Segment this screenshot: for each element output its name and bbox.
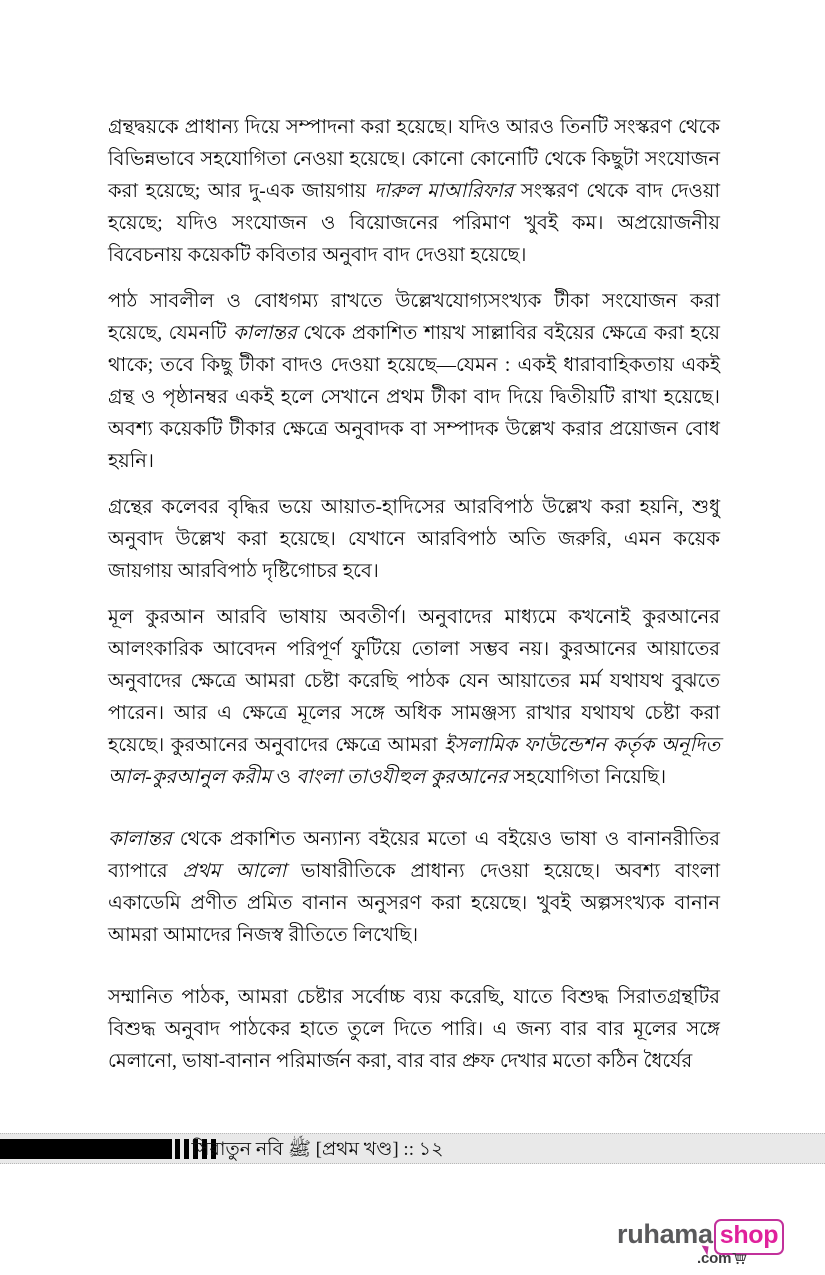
ruhamashop-logo: [617, 1219, 777, 1271]
logo-com-text: .com: [697, 1250, 732, 1267]
paragraph-6: সম্মানিত পাঠক, আমরা চেষ্টার সর্বোচ্চ ব্যয় করেছি, যাতে বিশুদ্ধ সিরাতগ্রন্থটির বিশুদ্ধ অনুবাদ পাঠকের হাতে তুলে দিতে পারি। এ জন্য বার বার মূলের সঙ্গে মেলানো, ভাষা-বানান পরিমার্জন করা, বার বার প্রুফ দেখার মতো কঠিন ধৈর্যের: [108, 987, 720, 1072]
logo-shop-text: shop: [719, 1221, 779, 1249]
page-footer-bar: [0, 1133, 825, 1164]
paragraph-4: মূল কুরআন আরবি ভাষায় অবতীর্ণ। অনুবাদের মাধ্যমে কখনোই কুরআনের আলংকারিক আবেদন পরিপূর্ণ ফুটিয়ে তোলা সম্ভব নয়। কুরআনের আয়াতের অনুবাদের ক্ষেত্রে আমরা চেষ্টা করেছি পাঠক যেন আয়াতের মর্ম যথাযথ বুঝতে পারেন। আর এ ক্ষেত্রে মূলের সঙ্গে অধিক সামঞ্জস্য রাখার যথাযথ চেষ্টা করা হয়েছে। কুরআনের অনুবাদের ক্ষেত্রে আমরা ইসলামিক ফাউন্ডেশন কর্তৃক অনূদিত আল-কুরআনুল করীম ও বাংলা তাওযীহুল কুরআনের সহযোগিতা নিয়েছি।: [108, 607, 720, 788]
paragraph-5: কালান্তর থেকে প্রকাশিত অন্যান্য বইয়ের মতো এ বইয়েও ভাষা ও বানানরীতির ব্যাপারে প্রথম আলো ভাষারীতিকে প্রাধান্য দেওয়া হয়েছে। অবশ্য বাংলা একাডেমি প্রণীত প্রমিত বানান অনুসরণ করা হয়েছে। খুবই অল্পসংখ্যক বানান আমরা আমাদের নিজস্ব রীতিতে লিখেছি।: [108, 829, 720, 946]
footer-title-text: সিরাতুন নবি ﷺ [প্রথম খণ্ড] :: ১২: [191, 1139, 444, 1160]
paragraph-3: গ্রন্থের কলেবর বৃদ্ধির ভয়ে আয়াত-হাদিসের আরবিপাঠ উল্লেখ করা হয়নি, শুধু অনুবাদ উল্লেখ করা হয়েছে। যেখানে আরবিপাঠ অতি জরুরি, এমন কয়েক জায়গায় আরবিপাঠ দৃষ্টিগোচর হবে।: [108, 497, 720, 582]
logo-ruhama-text: ruhama: [617, 1219, 713, 1249]
paragraph-1: গ্রন্থদ্বয়কে প্রাধান্য দিয়ে সম্পাদনা করা হয়েছে। যদিও আরও তিনটি সংস্করণ থেকে বিভিন্নভাবে সহযোগিতা নেওয়া হয়েছে। কোনো কোনোটি থেকে কিছুটা সংযোজন করা হয়েছে; আর দু-এক জায়গায় দারুল মাআরিফার সংস্করণ থেকে বাদ দেওয়া হয়েছে; যদিও সংযোজন ও বিয়োজনের পরিমাণ খুবই কম। অপ্রয়োজনীয় বিবেচনায় কয়েকটি কবিতার অনুবাদ বাদ দেওয়া হয়েছে।: [108, 117, 720, 266]
paragraph-2: পাঠ সাবলীল ও বোধগম্য রাখতে উল্লেখযোগ্যসংখ্যক টীকা সংযোজন করা হয়েছে, যেমনটি কালান্তর থেকে প্রকাশিত শায়খ সাল্লাবির বইয়ের ক্ষেত্রে করা হয়ে থাকে; তবে কিছু টীকা বাদও দেওয়া হয়েছে—যেমন : একই ধারাবাহিকতায় একই গ্রন্থ ও পৃষ্ঠানম্বর একই হলে সেখানে প্রথম টীকা বাদ দিয়ে দ্বিতীয়টি রাখা হয়েছে। অবশ্য কয়েকটি টীকার ক্ষেত্রে অনুবাদক বা সম্পাদক উল্লেখ করার প্রয়োজন বোধ হয়নি।: [108, 291, 720, 472]
shopping-cart-icon: [732, 1252, 747, 1265]
page-text-block: [108, 112, 720, 1078]
logo-domain-row: [697, 1250, 747, 1267]
